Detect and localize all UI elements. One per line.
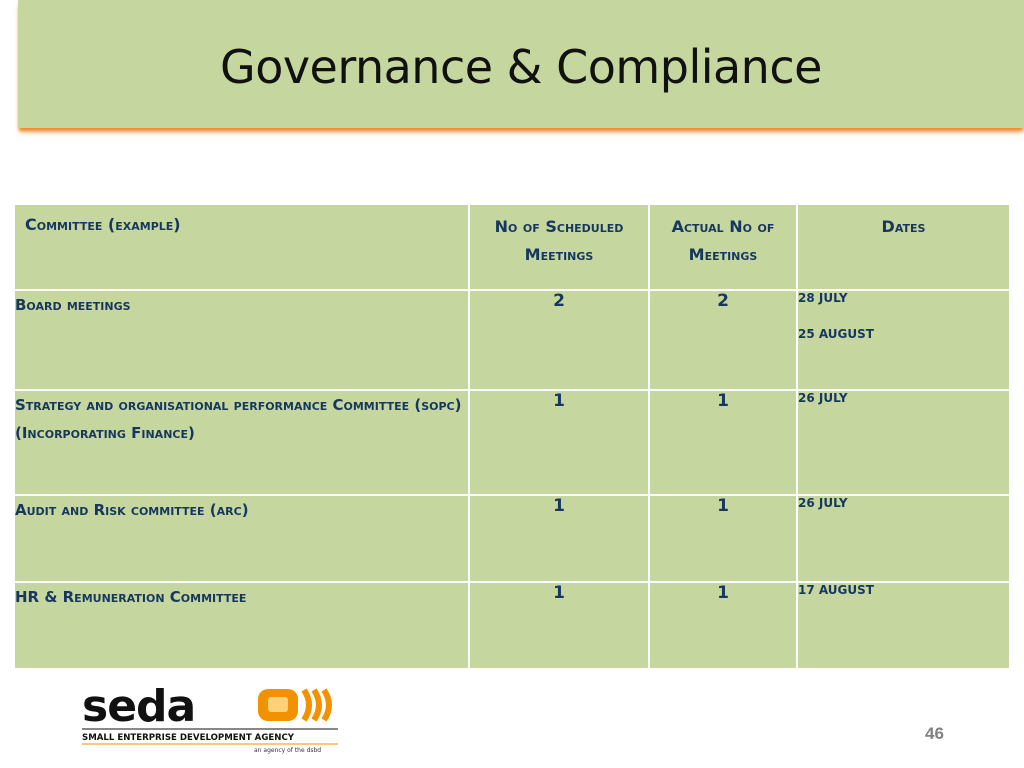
committee-name: Board meetings [15, 291, 470, 391]
table-row [15, 583, 1009, 670]
dates-cell [798, 496, 1009, 583]
header-scheduled: No of Scheduled Meetings [470, 205, 650, 291]
dates-cell [798, 291, 1009, 391]
date-item: 25 AUGUST [798, 327, 874, 341]
table-row [15, 496, 1009, 583]
dates-cell [798, 583, 1009, 670]
table-row [15, 291, 1009, 391]
header-actual: Actual No of Meetings [650, 205, 798, 291]
committee-name: Audit and Risk committee (arc) [15, 496, 470, 583]
table-header-row [15, 205, 1009, 291]
scheduled-count: 1 [470, 496, 650, 583]
actual-count: 1 [650, 496, 798, 583]
seda-logo [82, 685, 342, 755]
date-item: 26 JULY [798, 496, 848, 510]
date-item: 17 AUGUST [798, 583, 874, 597]
slide-number: 46 [925, 724, 944, 743]
actual-count: 1 [650, 583, 798, 670]
committee-name: Strategy and organisational performance Committee (sopc) (Incorporating Finance) [15, 391, 470, 496]
actual-count: 1 [650, 391, 798, 496]
actual-count: 2 [650, 291, 798, 391]
page-title: Governance & Compliance [220, 40, 822, 94]
logo-tagline: SMALL ENTERPRISE DEVELOPMENT AGENCY [82, 733, 294, 743]
date-item: 28 JULY [798, 291, 848, 305]
logo-subline: an agency of the dsbd [254, 747, 322, 754]
governance-table [15, 205, 1009, 670]
logo-wordmark: seda [82, 685, 196, 732]
scheduled-count: 2 [470, 291, 650, 391]
table-row [15, 391, 1009, 496]
scheduled-count: 1 [470, 583, 650, 670]
date-item: 26 JULY [798, 391, 848, 405]
dates-cell [798, 391, 1009, 496]
header-committee: Committee (example) [15, 205, 470, 291]
header-dates: Dates [798, 205, 1009, 291]
scheduled-count: 1 [470, 391, 650, 496]
committee-name: HR & Remuneration Committee [15, 583, 470, 670]
